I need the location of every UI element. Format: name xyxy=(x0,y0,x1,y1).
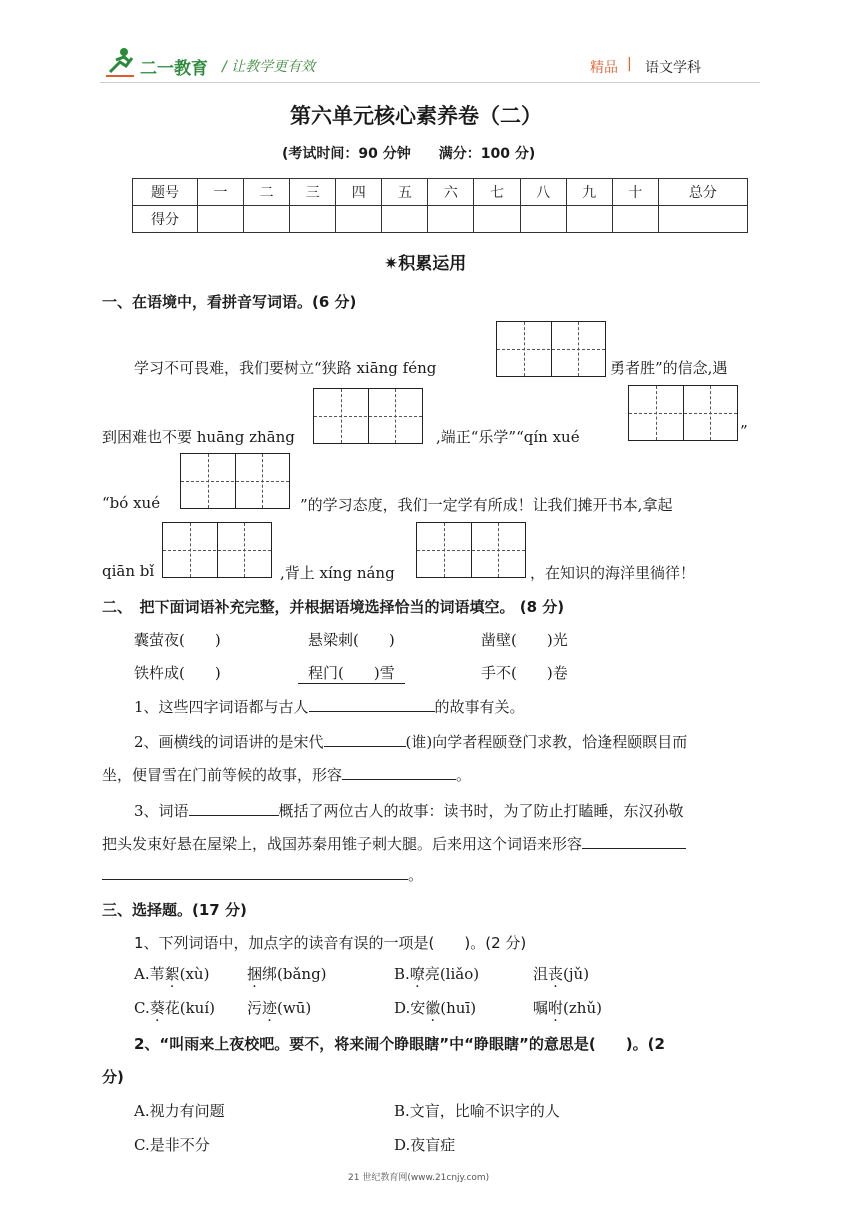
table-cell: 题号 xyxy=(133,179,198,206)
option-text: B. xyxy=(394,965,410,983)
pinyin-answer-box[interactable] xyxy=(180,453,290,509)
option-d[interactable] xyxy=(394,997,476,1018)
dotted-char: 迹 xyxy=(262,999,278,1017)
score-input-cell[interactable] xyxy=(566,206,612,233)
q1-text: ,端正“乐学”“qín xué xyxy=(436,428,580,446)
subject-label: 语文学科 xyxy=(645,60,701,76)
q3-question-2-cont: 分) xyxy=(102,1068,124,1086)
idiom-blank[interactable]: 手不( )卷 xyxy=(481,664,568,682)
dotted-char: 徽 xyxy=(425,999,441,1017)
header-divider: | xyxy=(627,56,632,72)
q1-text: “bó xué xyxy=(102,494,161,512)
section-heading: ✷积累运用 xyxy=(384,254,467,274)
option-text: A.苇 xyxy=(134,965,165,983)
option-text: 沮 xyxy=(533,965,549,983)
table-cell: 八 xyxy=(520,179,566,206)
q2-sub2-text: 。 xyxy=(456,766,472,784)
pinyin-answer-box[interactable] xyxy=(162,522,272,578)
table-cell: 六 xyxy=(428,179,474,206)
option-d[interactable]: D.夜盲症 xyxy=(394,1136,456,1154)
dotted-char: 咐 xyxy=(548,999,564,1017)
option-text: (wū) xyxy=(277,999,312,1017)
q1-text: ，在知识的海洋里徜徉！ xyxy=(530,564,696,582)
brand-slogan: / 让教学更有效 xyxy=(222,59,316,75)
score-input-cell[interactable] xyxy=(428,206,474,233)
answer-line[interactable] xyxy=(342,779,456,780)
option-text: 亮(liǎo) xyxy=(424,965,480,983)
underlined-idiom: 程门( )雪 xyxy=(308,664,395,682)
q2-sub3-cont xyxy=(102,833,686,854)
q2-sub2-cont xyxy=(102,764,471,785)
table-cell: 九 xyxy=(566,179,612,206)
score-input-cell[interactable] xyxy=(474,206,520,233)
q1-text: 到困难也不要 huāng zhāng xyxy=(102,428,295,446)
header-rule xyxy=(100,82,760,83)
option-c-word2 xyxy=(247,997,311,1018)
table-cell: 总分 xyxy=(658,179,747,206)
option-a[interactable]: A.视力有问题 xyxy=(134,1102,225,1120)
score-input-cell[interactable] xyxy=(244,206,290,233)
q1-text: ” xyxy=(740,422,748,440)
table-cell: 一 xyxy=(198,179,244,206)
score-input-cell[interactable] xyxy=(290,206,336,233)
q2-sub2-text: 坐，便冒雪在门前等候的故事，形容 xyxy=(102,766,343,784)
score-input-cell[interactable] xyxy=(382,206,428,233)
q2-sub1 xyxy=(134,696,525,717)
q2-heading: 二、 把下面词语补充完整，并根据语境选择恰当的词语填空。 (8 分) xyxy=(102,598,565,616)
q2-sub2 xyxy=(134,731,687,752)
option-text: C. xyxy=(134,999,150,1017)
q3-question-1: 1、下列词语中，加点字的读音有误的一项是( )。(2 分) xyxy=(134,934,527,952)
q3-question-2: 2、“叫雨来上夜校吧。要不，将来闹个睁眼瞎”中“睁眼瞎”的意思是( )。(2 xyxy=(134,1035,665,1053)
q1-text: 勇者胜”的信念,遇 xyxy=(610,359,728,377)
score-table-header-row xyxy=(133,179,748,206)
answer-line[interactable] xyxy=(324,746,406,747)
idiom-blank[interactable]: 铁杵成( ) xyxy=(134,664,221,682)
option-text: D.安 xyxy=(394,999,426,1017)
idiom-blank[interactable]: 囊萤夜( ) xyxy=(134,631,221,649)
answer-line[interactable] xyxy=(582,848,686,849)
table-cell: 二 xyxy=(244,179,290,206)
q2-sub2-text: (谁)向学者程颐登门求教，恰逢程颐瞑目而 xyxy=(405,733,688,751)
answer-line[interactable] xyxy=(189,815,279,816)
idiom-blank[interactable]: 悬梁刺( ) xyxy=(308,631,395,649)
score-input-cell[interactable] xyxy=(336,206,382,233)
answer-line[interactable] xyxy=(102,879,408,880)
q2-sub3-text: 。 xyxy=(408,866,424,884)
q2-sub3-cont2 xyxy=(102,864,423,885)
q2-sub3-text: 概括了两位古人的故事：读书时，为了防止打瞌睡，东汉孙敬 xyxy=(278,802,684,820)
option-text: 花(kuí) xyxy=(164,999,215,1017)
option-a-word2 xyxy=(247,963,327,984)
option-a[interactable] xyxy=(134,963,209,984)
option-text: (zhǔ) xyxy=(563,999,602,1017)
q2-sub1-text: 1、这些四字词语都与古人 xyxy=(134,698,309,716)
q2-sub3-text: 3、词语 xyxy=(134,802,189,820)
option-text: (xù) xyxy=(179,965,210,983)
score-table-score-row xyxy=(133,206,748,233)
option-text: (jǔ) xyxy=(563,965,590,983)
option-text: (huī) xyxy=(440,999,477,1017)
pinyin-answer-box[interactable] xyxy=(628,385,738,441)
score-input-cell[interactable] xyxy=(520,206,566,233)
score-input-cell[interactable] xyxy=(612,206,658,233)
exam-info: (考试时间：90 分钟 满分：100 分) xyxy=(282,146,536,162)
q1-text: 学习不可畏难，我们要树立“狭路 xiāng féng xyxy=(134,359,437,377)
page-footer: 21 世纪教育网(www.21cnjy.com) xyxy=(348,1173,490,1183)
dotted-char: 丧 xyxy=(548,965,564,983)
q1-text: qiān bǐ xyxy=(102,562,155,580)
idiom-blank-underlined[interactable] xyxy=(298,662,405,684)
q3-heading: 三、选择题。(17 分) xyxy=(102,901,247,919)
quality-badge: 精品 xyxy=(590,60,618,76)
option-text: 嘱 xyxy=(533,999,549,1017)
answer-line[interactable] xyxy=(309,711,435,712)
table-cell: 三 xyxy=(290,179,336,206)
brand-logo-text: 二一教育 xyxy=(140,59,208,79)
q2-sub3-text: 把头发束好悬在屋梁上，战国苏秦用锥子刺大腿。后来用这个词语来形容 xyxy=(102,835,583,853)
option-text: 绑(bǎng) xyxy=(262,965,327,983)
q1-heading: 一、在语境中，看拼音写词语。(6 分) xyxy=(102,293,357,311)
option-d-word2 xyxy=(533,997,602,1018)
table-cell: 七 xyxy=(474,179,520,206)
dotted-char: 嘹 xyxy=(409,965,425,983)
option-c[interactable] xyxy=(134,997,215,1018)
q2-sub3 xyxy=(134,800,684,821)
option-b[interactable] xyxy=(394,963,479,984)
table-cell: 十 xyxy=(612,179,658,206)
q1-text: ,背上 xíng náng xyxy=(280,564,395,582)
idiom-blank[interactable]: 凿壁( )光 xyxy=(481,631,568,649)
option-c[interactable]: C.是非不分 xyxy=(134,1136,210,1154)
table-cell: 四 xyxy=(336,179,382,206)
table-cell: 得分 xyxy=(133,206,198,233)
pinyin-answer-box[interactable] xyxy=(496,321,606,377)
logo-icon xyxy=(104,46,138,78)
score-input-cell[interactable] xyxy=(658,206,747,233)
dotted-char: 葵 xyxy=(149,999,165,1017)
table-cell: 五 xyxy=(382,179,428,206)
score-input-cell[interactable] xyxy=(198,206,244,233)
option-b[interactable]: B.文盲，比喻不识字的人 xyxy=(394,1102,560,1120)
q2-sub1-text: 的故事有关。 xyxy=(434,698,525,716)
q1-text: ”的学习态度，我们一定学有所成！让我们摊开书本,拿起 xyxy=(300,496,673,514)
option-b-word2 xyxy=(533,963,589,984)
q2-sub2-text: 2、画横线的词语讲的是宋代 xyxy=(134,733,324,751)
dotted-char: 絮 xyxy=(164,965,180,983)
dotted-char: 捆 xyxy=(247,965,263,983)
pinyin-answer-box[interactable] xyxy=(416,522,526,578)
page-title: 第六单元核心素养卷（二） xyxy=(290,104,542,128)
option-text: 污 xyxy=(247,999,263,1017)
score-table xyxy=(132,178,748,233)
pinyin-answer-box[interactable] xyxy=(313,388,423,444)
